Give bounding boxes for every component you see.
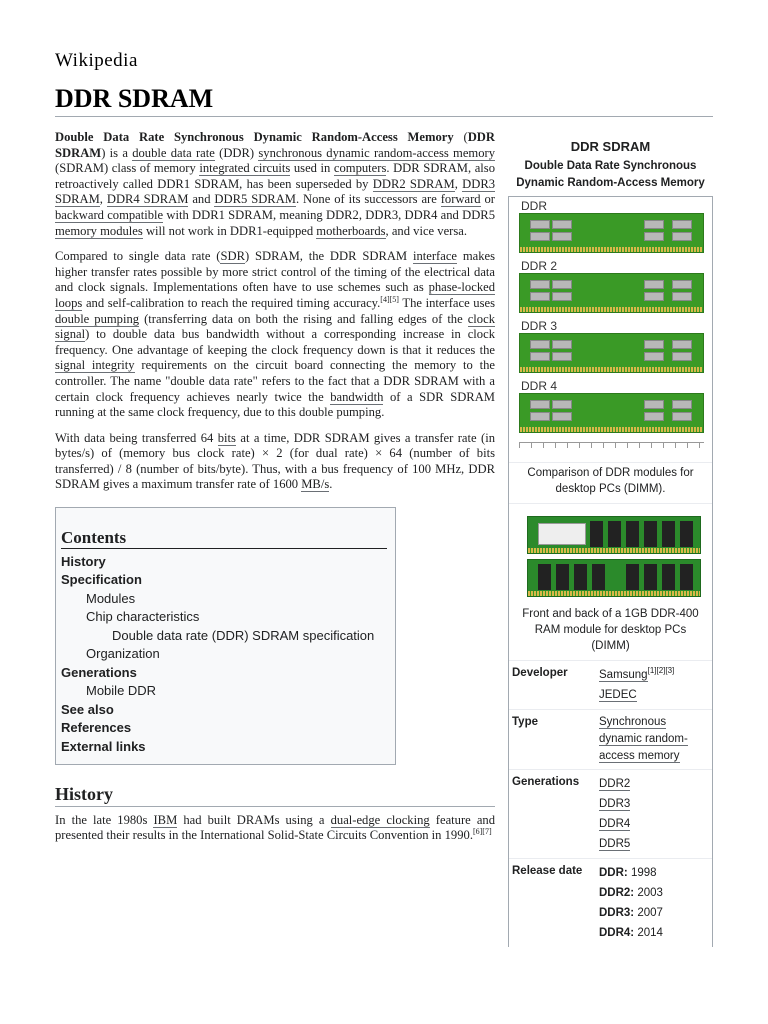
- intro-paragraph-2: Compared to single data rate (SDR) SDRAM, the DDR SDRAM interface makes higher transfer rates possible by more strict control of the timing of the electrical data and clock signals. Implementations often have to use schemes such as phase-locked loops and self-calibration to reach the required timing accuracy.[4][5] The interface uses double pumping (transferring data on both the rising and falling edges of the clock signal) to double data bus bandwidth without a corresponding increase in clock frequency. One advantage of keeping the clock frequency down is that it reduces the signal integrity requirements on the circuit board connecting the memory to the controller. The name "double data rate" refers to the fact that a DDR SDRAM with a certain clock frequency achieves nearly twice the bandwidth of a SDR SDRAM running at the same clock frequency, due to this double pumping.: [55, 249, 495, 420]
- inline-link[interactable]: computers: [333, 161, 387, 176]
- inline-link[interactable]: dual-edge clocking: [330, 812, 430, 827]
- inline-link[interactable]: double data rate: [132, 145, 215, 160]
- link-sdram[interactable]: Synchronous dynamic random-access memory: [599, 716, 688, 762]
- toc-list: [61, 553, 387, 757]
- infobox-row-generations: [509, 769, 712, 858]
- title-divider: [55, 116, 713, 117]
- ddr-module-image: [519, 213, 704, 253]
- ddr2-module-image: [519, 273, 704, 313]
- toc-item[interactable]: References: [61, 720, 132, 736]
- row-key: Developer: [512, 667, 568, 679]
- infobox-title: DDR SDRAM: [570, 139, 651, 154]
- release-year: 2007: [637, 907, 663, 919]
- ddr3-module-image: [519, 333, 704, 373]
- inline-link[interactable]: memory modules: [55, 223, 143, 238]
- inline-link[interactable]: bandwidth: [330, 389, 384, 404]
- link-ddr4[interactable]: DDR4: [599, 818, 631, 830]
- release-label: DDR2:: [599, 887, 635, 899]
- inline-link[interactable]: IBM: [153, 812, 178, 827]
- bold-term: Double Data Rate Synchronous Dynamic Random-Access Memory: [55, 130, 454, 144]
- inline-link[interactable]: DDR4 SDRAM: [106, 192, 189, 207]
- module-label: DDR 3: [521, 319, 558, 333]
- inline-link[interactable]: double pumping: [55, 311, 140, 326]
- module-label: DDR: [521, 199, 547, 213]
- inline-link[interactable]: clock signal: [55, 311, 495, 342]
- history-heading: History: [55, 787, 495, 807]
- ddr4-module-image: [519, 393, 704, 433]
- inline-link[interactable]: forward: [440, 192, 481, 207]
- inline-link[interactable]: SDR: [220, 249, 245, 264]
- article-body: [55, 130, 495, 854]
- row-key: Release date: [512, 865, 583, 877]
- history-paragraph: In the late 1980s IBM had built DRAMs using a dual-edge clocking feature and presented their results in the International Solid-State Circuits Convention in 1990.[6][7]: [55, 812, 495, 843]
- toc-item[interactable]: Chip characteristics: [86, 609, 200, 625]
- wikipedia-logo[interactable]: Wikipedia: [55, 50, 138, 71]
- toc-item[interactable]: Double data rate (DDR) SDRAM specification: [112, 627, 375, 643]
- inline-link[interactable]: DDR3 SDRAM: [55, 176, 496, 207]
- inline-link[interactable]: integrated circuits: [199, 161, 291, 176]
- ruler-scale: [519, 442, 704, 453]
- inline-link[interactable]: MB/s: [301, 477, 330, 492]
- inline-link[interactable]: backward compatible: [55, 207, 164, 222]
- module-label: DDR 2: [521, 259, 558, 273]
- link-ddr2[interactable]: DDR2: [599, 778, 631, 790]
- inline-link[interactable]: synchronous dynamic random-access memory: [258, 145, 495, 160]
- toc-item[interactable]: External links: [61, 738, 146, 754]
- citation[interactable]: [4][5]: [380, 294, 399, 304]
- link-ddr3[interactable]: DDR3: [599, 798, 631, 810]
- infobox: [508, 130, 713, 947]
- toc-item[interactable]: Specification: [61, 572, 142, 588]
- image-caption-2: Front and back of a 1GB DDR-400 RAM module for desktop PCs (DIMM): [522, 608, 699, 652]
- inline-link[interactable]: interface: [412, 249, 457, 264]
- module-label: DDR 4: [521, 379, 558, 393]
- inline-link[interactable]: bits: [217, 430, 236, 445]
- release-year: 2014: [637, 927, 663, 939]
- inline-link[interactable]: motherboards: [316, 223, 386, 238]
- citation[interactable]: [1][2][3]: [647, 666, 675, 676]
- image-caption-1: Comparison of DDR modules for desktop PCs (DIMM).: [527, 467, 694, 495]
- row-key: Generations: [512, 776, 580, 788]
- release-year: 2003: [637, 887, 663, 899]
- citation[interactable]: [6][7]: [472, 827, 492, 837]
- inline-link[interactable]: signal integrity: [55, 358, 135, 373]
- release-label: DDR3:: [599, 907, 635, 919]
- ddr-comparison-image[interactable]: [509, 197, 712, 463]
- toc-title: Contents: [61, 530, 387, 549]
- link-samsung[interactable]: Samsung: [599, 669, 648, 681]
- intro-paragraph-3: With data being transferred 64 bits at a time, DDR SDRAM gives a transfer rate (in bytes/s) of (memory bus clock rate) × 2 (for dual rate) × 64 (number of bits transferred) / 8 (number of bits/byte). Thus, with a bus frequency of 100 MHz, DDR SDRAM gives a maximum transfer rate of 1600 MB/s.: [55, 430, 495, 492]
- intro-paragraph-1: Double Data Rate Synchronous Dynamic Random-Access Memory (DDR SDRAM) is a double data rate (DDR) synchronous dynamic random-access memory (SDRAM) class of memory integrated circuits used in computers. DDR SDRAM, also retroactively called DDR1 SDRAM, has been superseded by DDR2 SDRAM, DDR3 SDRAM, DDR4 SDRAM and DDR5 SDRAM. None of its successors are forward or backward compatible with DDR1 SDRAM, meaning DDR2, DDR3, DDR4 and DDR5 memory modules will not work in DDR1-equipped motherboards, and vice versa.: [55, 130, 496, 238]
- release-label: DDR:: [599, 867, 628, 879]
- bold-term: DDR SDRAM: [55, 130, 495, 160]
- link-ddr5[interactable]: DDR5: [599, 838, 631, 850]
- toc-item[interactable]: Generations: [61, 664, 137, 680]
- table-of-contents: [55, 507, 396, 765]
- infobox-frame: [508, 196, 713, 947]
- toc-item[interactable]: See also: [61, 701, 114, 717]
- toc-item[interactable]: Organization: [86, 646, 160, 662]
- page-title: DDR SDRAM: [55, 84, 214, 113]
- infobox-row-type: [509, 709, 712, 769]
- toc-item[interactable]: Mobile DDR: [86, 683, 157, 699]
- release-year: 1998: [630, 867, 657, 879]
- infobox-row-release-date: [509, 858, 712, 947]
- inline-link[interactable]: phase-locked loops: [55, 280, 495, 310]
- infobox-row-developer: [509, 660, 712, 709]
- link-jedec[interactable]: JEDEC: [599, 689, 637, 701]
- release-label: DDR4:: [599, 927, 635, 939]
- row-key: Type: [512, 716, 538, 728]
- inline-link[interactable]: DDR5 SDRAM: [214, 192, 296, 207]
- inline-link[interactable]: DDR2 SDRAM: [372, 176, 455, 191]
- toc-item[interactable]: Modules: [86, 590, 136, 606]
- infobox-subtitle: Double Data Rate Synchronous Dynamic Random-Access Memory: [516, 160, 705, 189]
- toc-item[interactable]: History: [61, 553, 106, 569]
- ram-module-photo[interactable]: [509, 503, 712, 604]
